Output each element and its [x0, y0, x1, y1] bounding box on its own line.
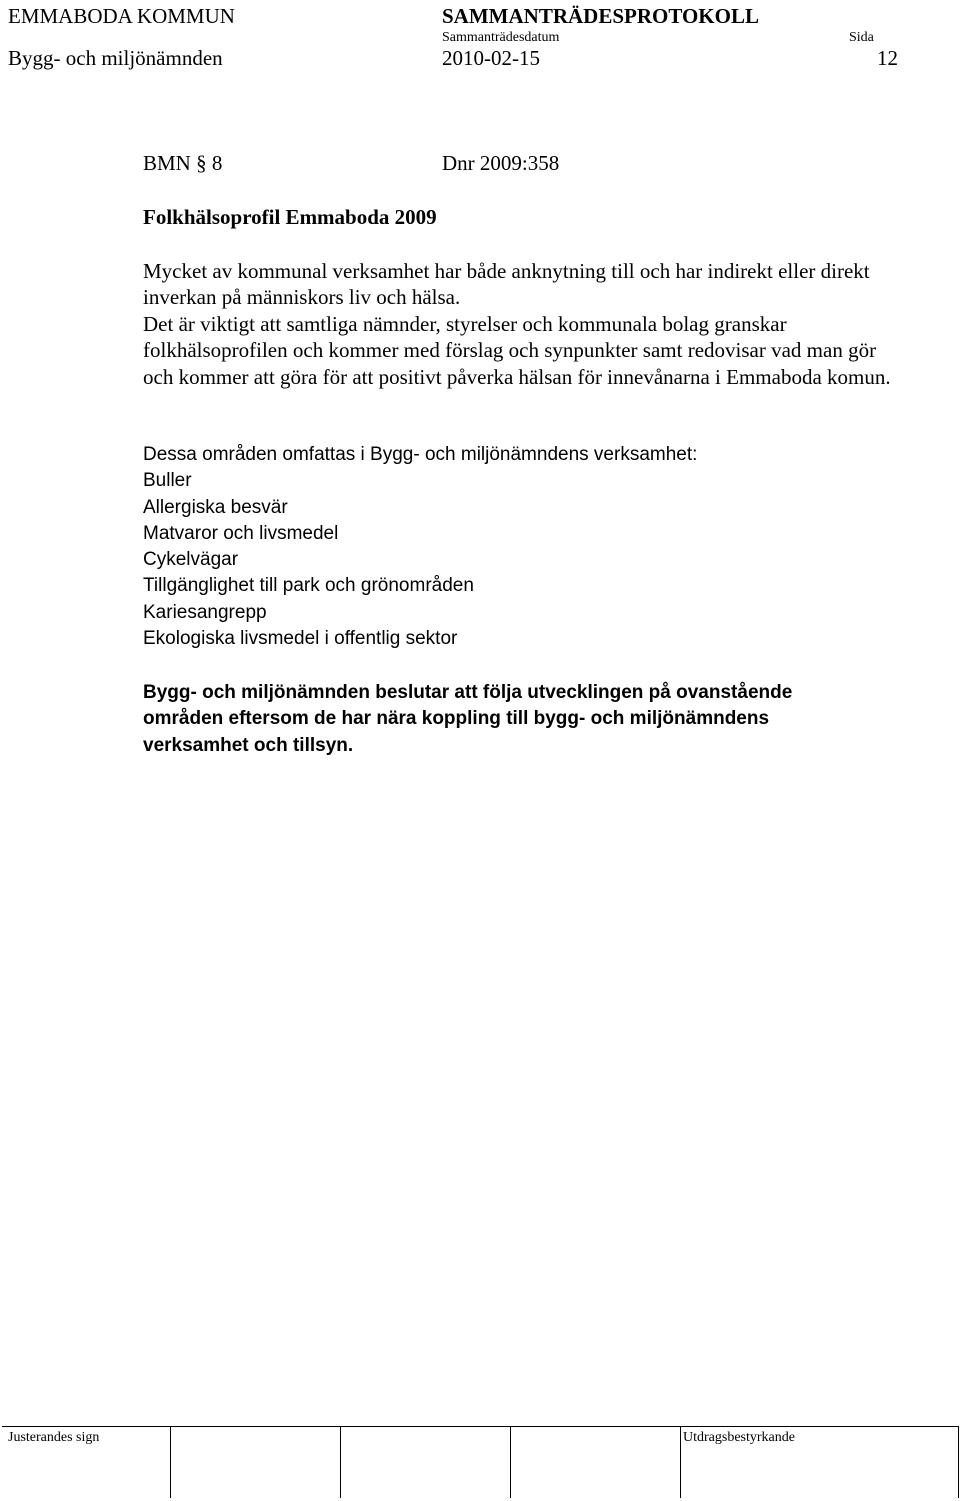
document-type: SAMMANTRÄDESPROTOKOLL — [442, 4, 759, 28]
page-number: 12 — [877, 46, 898, 70]
diary-number: Dnr 2009:358 — [442, 151, 560, 175]
footer-column-divider — [340, 1426, 341, 1498]
list-item: Cykelvägar — [143, 549, 239, 571]
footer-divider — [2, 1426, 958, 1427]
list-item: Matvaror och livsmedel — [143, 522, 339, 544]
areas-list — [143, 442, 903, 652]
list-item: Allergiska besvär — [143, 496, 288, 518]
organization-name: EMMABODA KOMMUN — [8, 4, 235, 28]
paragraph-2: Det är viktigt att samtliga nämnder, styrelser och kommunala bolag granskar folkhälsoprofilen och kommer med förslag och synpunkter samt redovisar vad man gör och kommer att göra för att positivt påverka hälsan för innevånarna i Emmaboda komun. — [143, 311, 891, 389]
intro-text — [143, 258, 903, 390]
extract-label: Utdragsbestyrkande — [683, 1430, 795, 1445]
list-item: Kariesangrepp — [143, 601, 267, 623]
meeting-date: 2010-02-15 — [442, 46, 540, 70]
footer-column-divider — [170, 1426, 171, 1498]
list-item: Ekologiska livsmedel i offentlig sektor — [143, 628, 458, 650]
board-name: Bygg- och miljönämnden — [8, 46, 223, 70]
section-number: BMN § 8 — [143, 151, 223, 175]
page-label: Sida — [849, 30, 874, 45]
signature-label: Justerandes sign — [8, 1430, 100, 1445]
footer-column-divider — [680, 1426, 681, 1498]
section-title: Folkhälsoprofil Emmaboda 2009 — [143, 205, 437, 229]
list-item: Tillgänglighet till park och grönområden — [143, 575, 474, 597]
list-item: Buller — [143, 470, 192, 492]
decision-text: Bygg- och miljönämnden beslutar att följa utvecklingen på ovanstående områden eftersom de har nära koppling till bygg- och miljönämndens verksamhet och tillsyn. — [143, 682, 793, 756]
footer-column-divider — [510, 1426, 511, 1498]
date-label: Sammanträdesdatum — [442, 30, 560, 45]
footer-column-divider — [958, 1426, 959, 1498]
areas-intro: Dessa områden omfattas i Bygg- och miljönämndens verksamhet: — [143, 444, 698, 465]
paragraph-1: Mycket av kommunal verksamhet har både anknytning till och har indirekt eller direkt inverkan på människors liv och hälsa. — [143, 259, 870, 310]
